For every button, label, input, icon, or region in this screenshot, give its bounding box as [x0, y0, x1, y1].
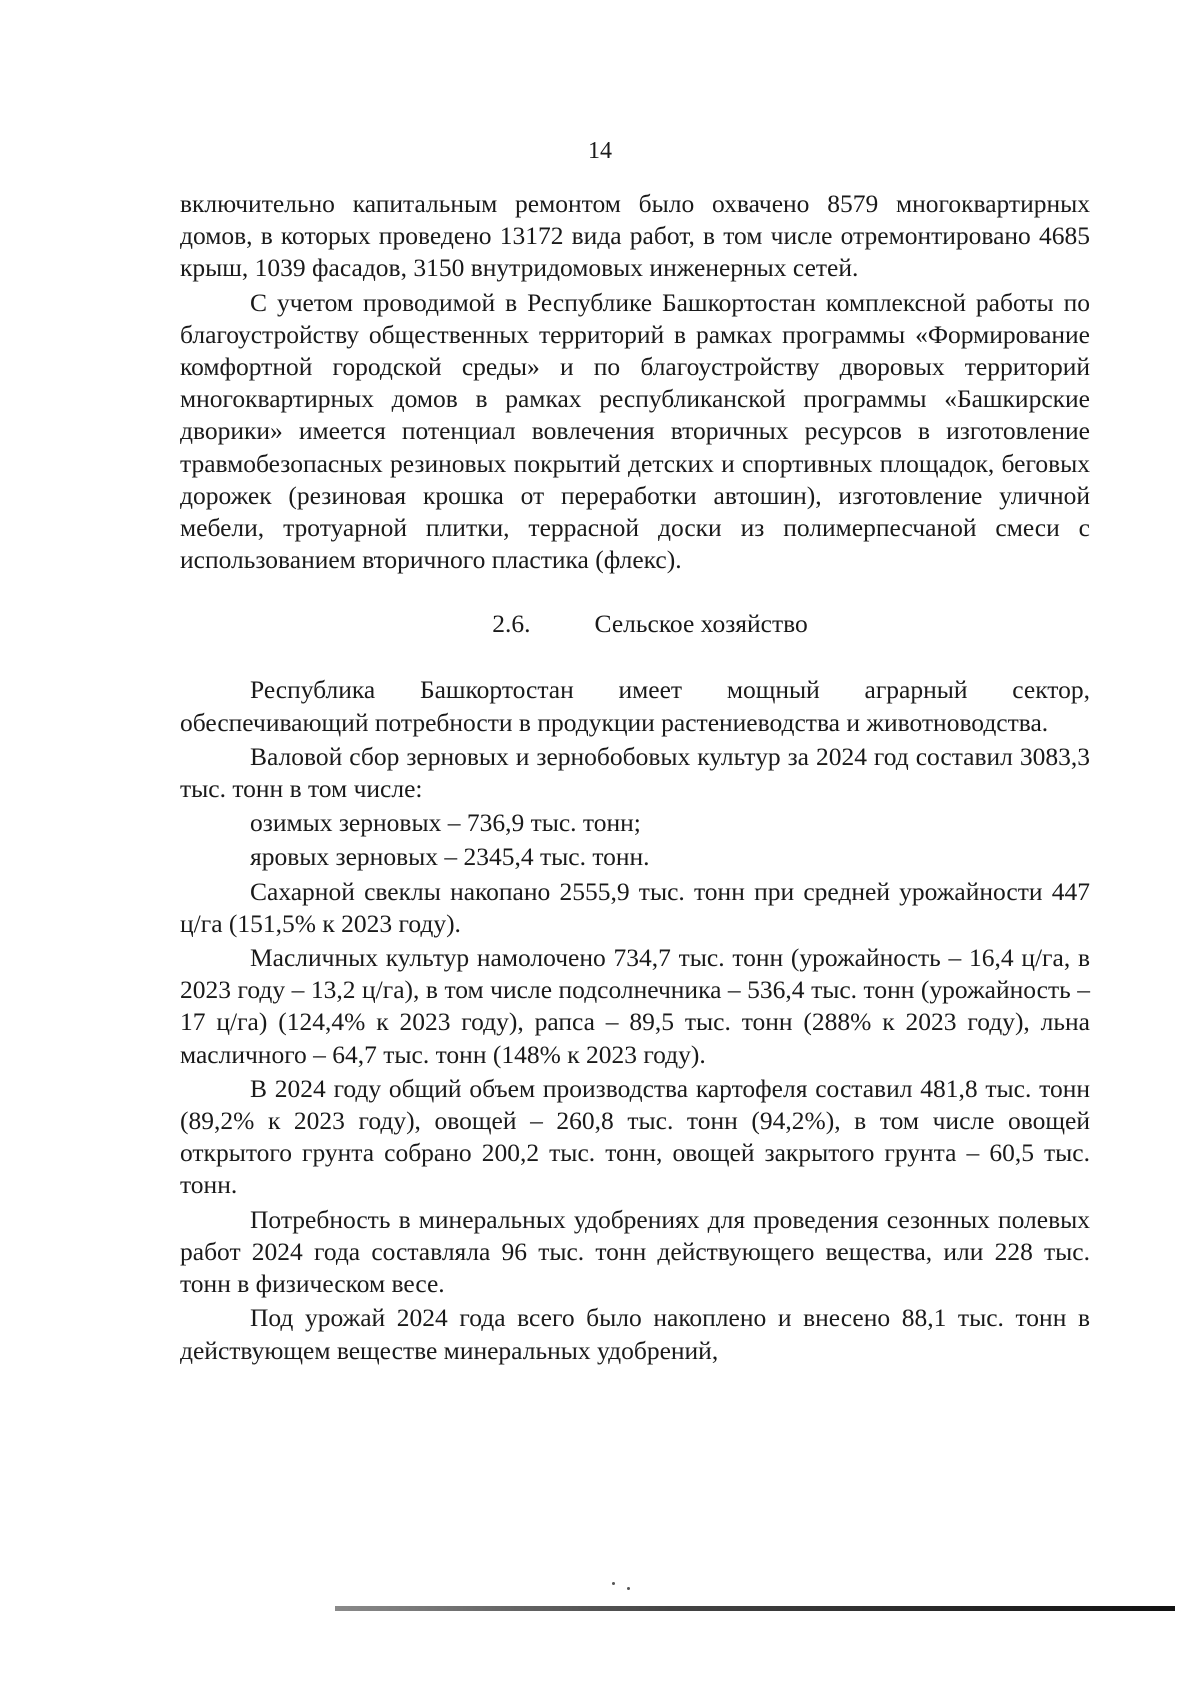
paragraph-spring-grains: яровых зерновых – 2345,4 тыс. тонн. — [250, 842, 650, 872]
paragraph-capital-repair: включительно капитальным ремонтом было охвачено 8579 многоквартирных домов, в которых проведено 13172 вида работ, в том числе отремонтировано 4685 крыш, 1039 фасадов, 3150 внутридомовых инженерных сетей. — [180, 189, 1090, 283]
paragraph-agrarian-sector: Республика Башкортостан имеет мощный аграрный сектор, обеспечивающий потребности в продукции растениеводства и животноводства. — [180, 675, 1090, 737]
paragraph-potatoes-vegetables: В 2024 году общий объем производства картофеля составил 481,8 тыс. тонн (89,2% к 2023 году), овощей – 260,8 тыс. тонн (94,2%), в том числе овощей открытого грунта собрано 200,2 тыс. тонн, овощей закрытого грунта – 60,5 тыс. тонн. — [180, 1073, 1090, 1200]
footer-rule — [335, 1606, 1175, 1611]
section-heading — [180, 608, 1090, 640]
scan-artifact — [627, 1587, 630, 1590]
document-body — [180, 188, 1090, 1367]
paragraph-fertilizer-need: Потребность в минеральных удобрениях для проведения сезонных полевых работ 2024 года составляла 96 тыс. тонн действующего вещества, или 228 тыс. тонн в физическом весе. — [180, 1204, 1090, 1299]
paragraph-fertilizer-applied: Под урожай 2024 года всего было накоплено и внесено 88,1 тыс. тонн в действующем веществе минеральных удобрений, — [180, 1303, 1090, 1365]
paragraph-grain-harvest: Валовой сбор зерновых и зернобобовых культур за 2024 год составил 3083,3 тыс. тонн в том числе: — [180, 741, 1090, 804]
paragraph-improvement-programs: С учетом проводимой в Республике Башкортостан комплексной работы по благоустройству общественных территорий в рамках программы «Формирование комфортной городской среды» и по благоустройству дворовых территорий многоквартирных домов в рамках республиканской программы «Башкирские дворики» имеется потенциал вовлечения вторичных ресурсов в изготовление травмобезопасных резиновых покрытий детских и спортивных площадок, беговых дорожек (резиновая крошка от переработки автошин), изготовление уличной мебели, тротуарной плитки, террасной доски из полимерпесчаной смеси с использованием вторичного пластика (флекс). — [180, 287, 1090, 575]
scan-artifact — [612, 1582, 615, 1585]
page-number: 14 — [588, 138, 612, 164]
section-title: Сельское хозяйство — [594, 609, 808, 639]
paragraph-sugar-beet: Сахарной свеклы накопано 2555,9 тыс. тонн при средней урожайности 447 ц/га (151,5% к 2023 году). — [180, 876, 1090, 938]
section-number: 2.6. — [492, 609, 531, 639]
paragraph-oil-crops: Масличных культур намолочено 734,7 тыс. тонн (урожайность – 16,4 ц/га, в 2023 году – 13,2 ц/га), в том числе подсолнечника – 536,4 тыс. тонн (урожайность – 17 ц/га) (124,4% к 2023 году), рапса – 89,5 тыс. тонн (288% к 2023 году), льна масличного – 64,7 тыс. тонн (148% к 2023 году). — [180, 943, 1090, 1069]
paragraph-winter-grains: озимых зерновых – 736,9 тыс. тонн; — [250, 808, 641, 838]
